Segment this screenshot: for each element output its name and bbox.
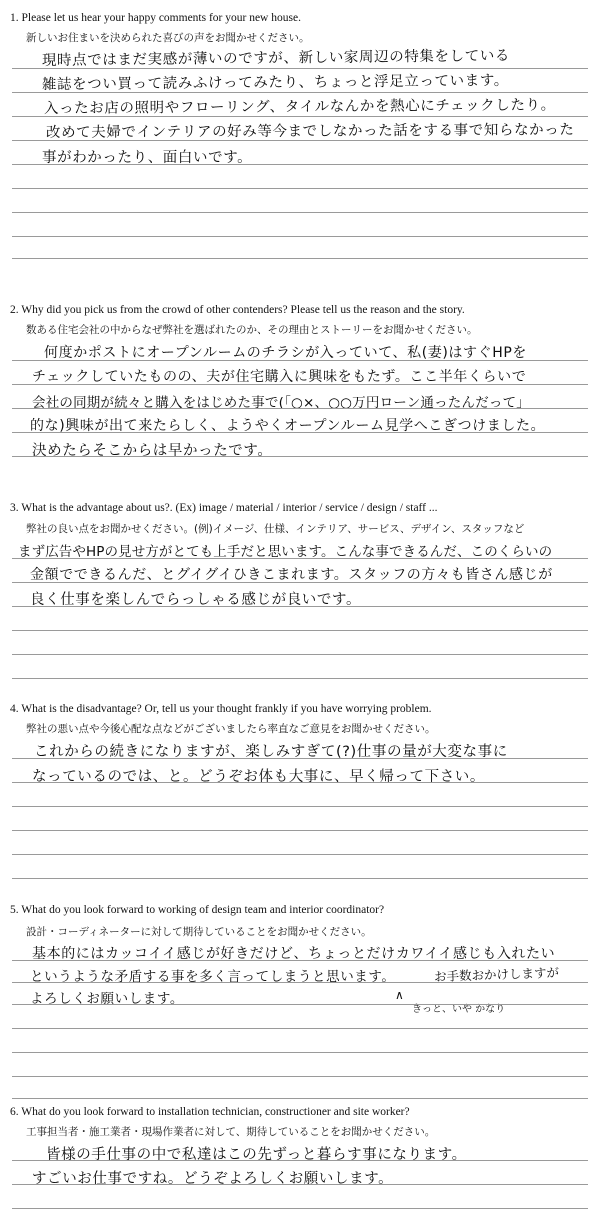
margin-note: お手数おかけしますが <box>433 964 560 985</box>
question-title-ja: 弊社の良い点をお聞かせください。(例)イメージ、仕様、インテリア、サービス、デザイン、スタッフなど <box>26 523 525 535</box>
answer-line: まず広告やHPの見せ方がとても上手だと思います。こんな事できるんだ、このくらいの <box>18 544 553 560</box>
answer-rule <box>12 140 588 141</box>
insert-caret-icon: ∧ <box>395 988 404 1002</box>
answer-rule <box>12 236 588 237</box>
answer-rule <box>12 558 588 559</box>
answer-line: 改めて夫婦でインテリアの好み等今までしなかった話をする事で知らなかった <box>45 122 575 142</box>
answer-rule <box>12 582 588 583</box>
answer-line: 皆様の手仕事の中で私達はこの先ずっと暮らす事になります。 <box>46 1147 467 1163</box>
answer-line: 現時点ではまだ実感が薄いのですが、新しい家周辺の特集をしている <box>41 48 511 70</box>
answer-rule <box>12 1098 588 1099</box>
answer-rule <box>12 854 588 855</box>
question-title-ja: 新しいお住まいを決められた喜びの声をお聞かせください。 <box>26 32 310 44</box>
answer-line: 的な)興味が出て来たらしく、ようやくオープンルーム見学へこぎつけました。 <box>30 418 546 434</box>
answer-rule <box>12 960 588 961</box>
answer-rule <box>12 630 588 631</box>
answer-rule <box>12 360 588 361</box>
answer-rule <box>12 408 588 409</box>
question-title-ja: 弊社の悪い点や今後心配な点などがございましたら率直なご意見をお聞かせください。 <box>26 723 436 735</box>
answer-rule <box>12 212 588 213</box>
answer-rule <box>12 432 588 433</box>
answer-line: 金額でできるんだ、とグイグイひきこまれます。スタッフの方々も皆さん感じが <box>30 567 553 583</box>
answer-line: 事がわかったり、面白いです。 <box>42 150 253 166</box>
answer-rule <box>12 164 588 165</box>
answer-rule <box>12 1208 588 1209</box>
answer-rule <box>12 1076 588 1077</box>
answer-rule <box>12 758 588 759</box>
answer-line: というような矛盾する事を多く言ってしまうと思います。 <box>30 969 396 985</box>
answer-rule <box>12 116 588 117</box>
answer-rule <box>12 1160 588 1161</box>
answer-line: 入ったお店の照明やフローリング、タイルなんかを熱心にチェックしたり。 <box>43 97 556 118</box>
question-title-ja: 工事担当者・施工業者・現場作業者に対して、期待していることをお聞かせください。 <box>26 1126 436 1138</box>
question-title-en: 5. What do you look forward to working of design team and interior coordinator? <box>10 904 385 916</box>
answer-line: これからの続きになりますが、楽しみすぎて(?)仕事の量が大変な事に <box>34 744 508 760</box>
question-title-en: 3. What is the advantage about us?. (Ex) image / material / interior / service / design / staff ... <box>10 502 438 514</box>
answer-rule <box>12 654 588 655</box>
answer-line: 基本的にはカッコイイ感じが好きだけど、ちょっとだけカワイイ感じも入れたい <box>32 946 556 962</box>
answer-line: 雑誌をつい買って読みふけってみたり、ちょっと浮足立っています。 <box>41 72 509 94</box>
answer-line: すごいお仕事ですね。どうぞよろしくお願いします。 <box>32 1171 394 1187</box>
answer-line: 決めたらそこからは早かったです。 <box>32 443 273 459</box>
answer-rule <box>12 982 588 983</box>
answer-line: よろしくお願いします。 <box>30 991 185 1007</box>
answer-rule <box>12 1004 588 1005</box>
answer-rule <box>12 68 588 69</box>
answer-rule <box>12 1052 588 1053</box>
answer-rule <box>12 1184 588 1185</box>
answer-rule <box>12 678 588 679</box>
answer-rule <box>12 258 588 259</box>
question-title-ja: 設計・コーディネーターに対して期待していることをお聞かせください。 <box>26 926 372 938</box>
question-title-en: 6. What do you look forward to installation technician, constructioner and site worker? <box>10 1106 410 1118</box>
answer-line: 何度かポストにオープンルームのチラシが入っていて、私(妻)はすぐHPを <box>44 345 528 361</box>
answer-rule <box>12 384 588 385</box>
answer-rule <box>12 1028 588 1029</box>
answer-rule <box>12 806 588 807</box>
answer-line: 良く仕事を楽しんでらっしゃる感じが良いです。 <box>30 592 362 608</box>
answer-rule <box>12 92 588 93</box>
answer-line: 会社の同期が続々と購入をはじめた事で(「○×、○○万円ローン通ったんだって」 <box>32 395 530 411</box>
answer-line: チェックしていたものの、夫が住宅購入に興味をもたず。ここ半年くらいで <box>32 369 527 385</box>
answer-line: なっているのでは、と。どうぞお体も大事に、早く帰って下さい。 <box>32 769 485 785</box>
question-title-ja: 数ある住宅会社の中からなぜ弊社を選ばれたのか、その理由とストーリーをお聞かせください。 <box>26 324 478 336</box>
answer-rule <box>12 606 588 607</box>
answer-rule <box>12 878 588 879</box>
answer-rule <box>12 830 588 831</box>
answer-rule <box>12 456 588 457</box>
question-title-en: 2. Why did you pick us from the crowd of other contenders? Please tell us the reason and the story. <box>10 304 465 316</box>
insert-note: きっと、いや かなり <box>412 1004 506 1015</box>
question-title-en: 1. Please let us hear your happy comments for your new house. <box>10 12 301 24</box>
question-title-en: 4. What is the disadvantage? Or, tell us your thought frankly if you have worrying problem. <box>10 703 432 715</box>
answer-rule <box>12 188 588 189</box>
answer-rule <box>12 782 588 783</box>
